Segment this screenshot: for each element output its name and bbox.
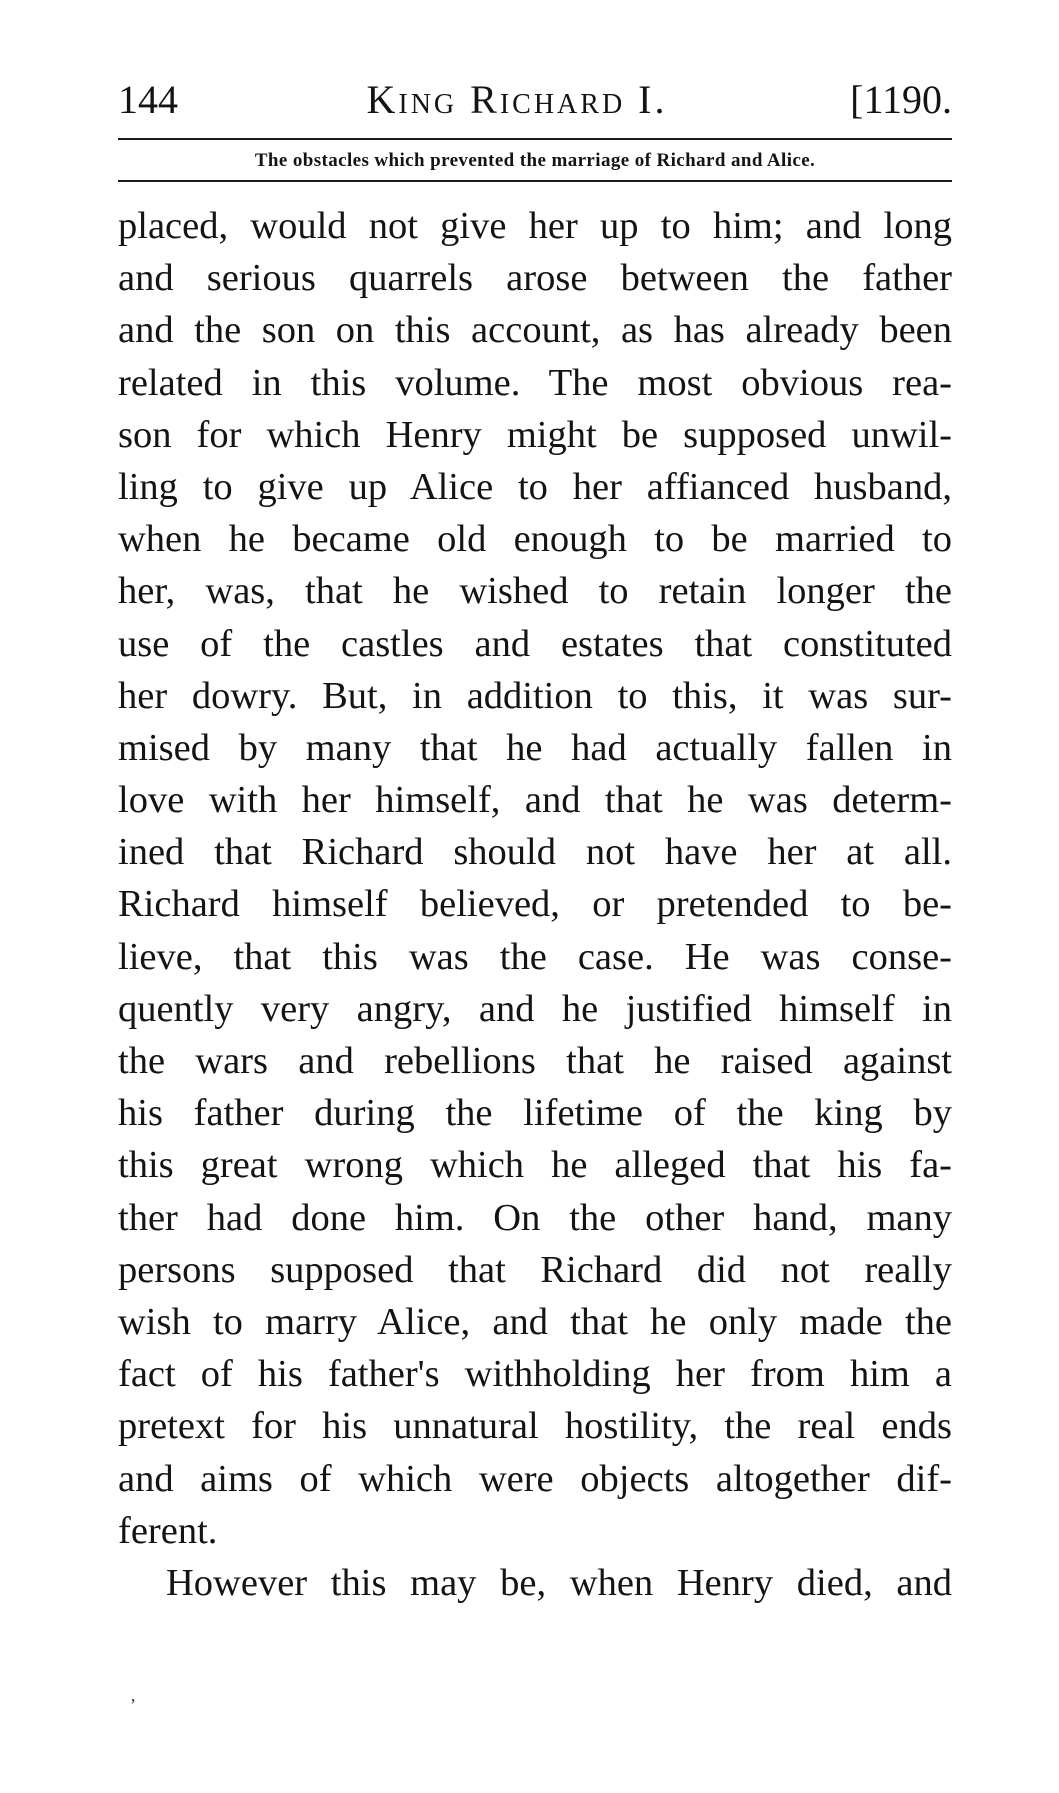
- text-line: fact of his father's withholding her from him a: [118, 1353, 952, 1396]
- header-rule-bottom: [118, 180, 952, 182]
- page-number: 144: [118, 77, 178, 122]
- text-line: wish to marry Alice, and that he only made the: [118, 1300, 952, 1343]
- paragraph-2: [118, 1557, 952, 1609]
- text-line: ferent.: [118, 1509, 218, 1552]
- running-title: King Richard I.: [366, 77, 668, 122]
- text-line: and serious quarrels arose between the father: [118, 257, 952, 300]
- running-header: [118, 70, 952, 130]
- text-line: use of the castles and estates that constituted: [118, 622, 952, 665]
- text-line: and aims of which were objects altogether dif-: [118, 1457, 952, 1500]
- text-line: quently very angry, and he justified himself in: [118, 987, 952, 1030]
- text-line: when he became old enough to be married to: [118, 518, 952, 561]
- text-line: pretext for his unnatural hostility, the real ends: [118, 1405, 952, 1448]
- header-year: [1190.: [850, 77, 952, 122]
- paragraph-1: [118, 200, 952, 1557]
- text-line: persons supposed that Richard did not really: [118, 1248, 952, 1291]
- body-text: [118, 200, 952, 1609]
- text-line: this great wrong which he alleged that his fa-: [118, 1144, 952, 1187]
- text-line: Richard himself believed, or pretended to be-: [118, 883, 952, 926]
- text-line: mised by many that he had actually fallen in: [118, 726, 952, 769]
- text-line: ined that Richard should not have her at all.: [118, 831, 952, 874]
- text-line: ther had done him. On the other hand, many: [118, 1196, 952, 1239]
- text-line: However this may be, when Henry died, and: [166, 1561, 952, 1604]
- text-line: his father during the lifetime of the king by: [118, 1092, 952, 1135]
- section-subtitle: The obstacles which prevented the marriage of Richard and Alice.: [254, 150, 816, 171]
- stray-print-mark: ’: [130, 1695, 136, 1715]
- text-line: the wars and rebellions that he raised against: [118, 1040, 952, 1082]
- header-rule-top: [118, 138, 952, 140]
- text-line: placed, would not give her up to him; and long: [118, 205, 952, 247]
- text-line: son for which Henry might be supposed unwil-: [118, 413, 952, 456]
- text-line: her dowry. But, in addition to this, it was sur-: [118, 674, 952, 717]
- text-line: and the son on this account, as has already been: [118, 309, 952, 352]
- text-line: related in this volume. The most obvious rea-: [118, 361, 952, 404]
- text-line: her, was, that he wished to retain longer the: [118, 570, 952, 613]
- text-line: lieve, that this was the case. He was conse-: [118, 935, 952, 978]
- text-line: love with her himself, and that he was determ-: [118, 779, 952, 822]
- text-line: ling to give up Alice to her affianced husband,: [118, 465, 952, 508]
